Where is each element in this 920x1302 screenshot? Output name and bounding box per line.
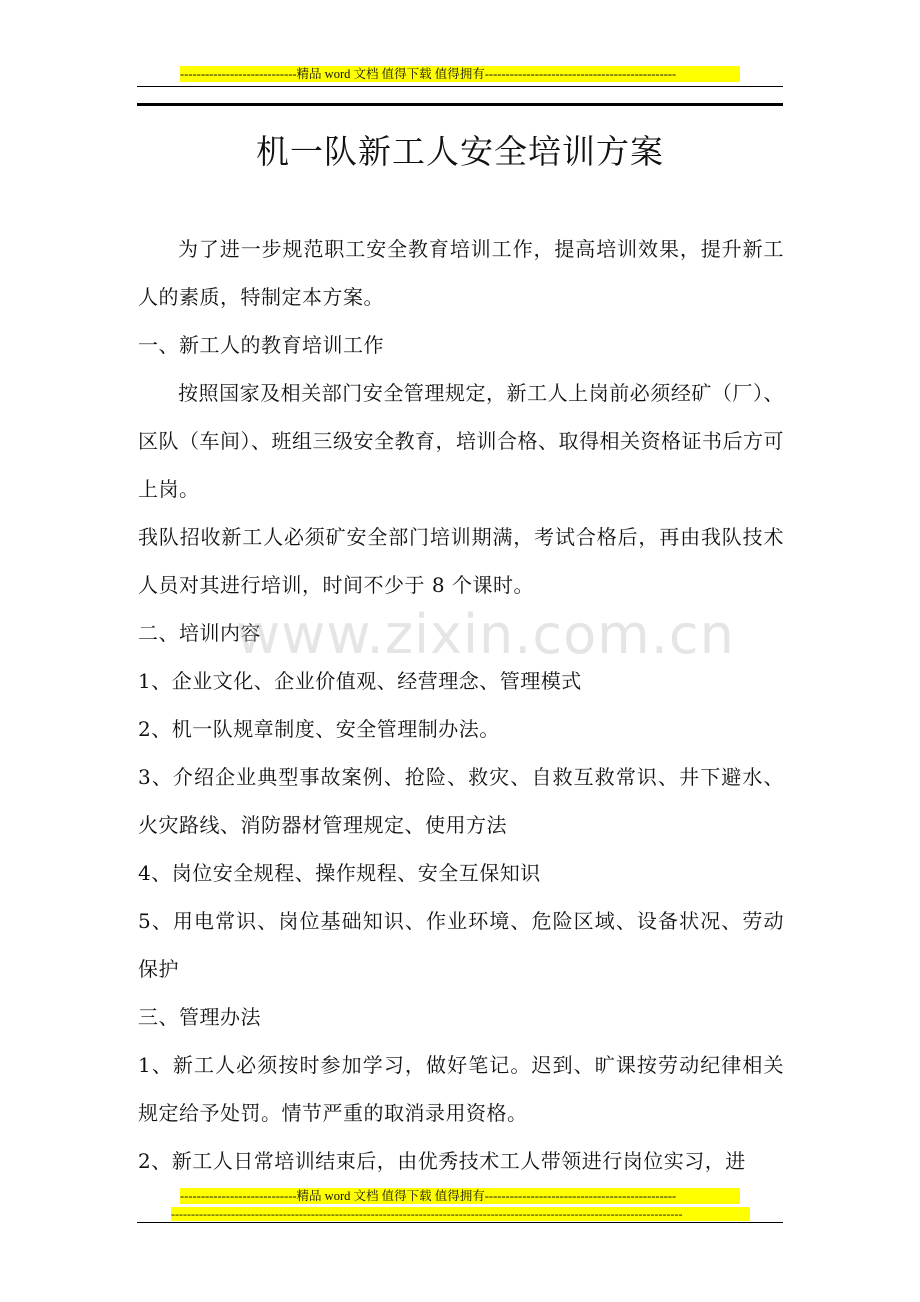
- footer-banner: ----------------------------精品 word 文档 值得下载 值得拥有----------------------------------------------: [180, 1188, 740, 1204]
- document-body: [138, 225, 784, 1185]
- list-item: 3、介绍企业典型事故案例、抢险、救灾、自救互救常识、井下避水、火灾路线、消防器材管理规定、使用方法: [138, 765, 784, 837]
- header-divider-thick: [137, 103, 783, 106]
- watermark-text: www.zixin.com.cn: [236, 603, 735, 666]
- header-banner: ----------------------------精品 word 文档 值得下载 值得拥有----------------------------------------------: [180, 66, 740, 82]
- list-item: 4、岗位安全规程、操作规程、安全互保知识: [138, 861, 541, 885]
- list-item: 5、用电常识、岗位基础知识、作业环境、危险区域、设备状况、劳动保护: [138, 909, 784, 981]
- section-heading-3: 三、管理办法: [138, 1005, 261, 1029]
- header-divider-thin: [137, 86, 783, 87]
- paragraph: 我队招收新工人必须矿安全部门培训期满，考试合格后，再由我队技术人员对其进行培训，时间不少于 8 个课时。: [138, 525, 784, 597]
- footer-dash-line: --------------------------------------------------------------------------------------------------------------------------------: [171, 1207, 750, 1221]
- list-item: 2、机一队规章制度、安全管理制办法。: [138, 717, 500, 741]
- list-item: 2、新工人日常培训结束后，由优秀技术工人带领进行岗位实习，进: [138, 1149, 746, 1173]
- document-title: 机一队新工人安全培训方案: [256, 132, 664, 171]
- list-item: 1、企业文化、企业价值观、经营理念、管理模式: [138, 669, 582, 693]
- intro-paragraph: 为了进一步规范职工安全教育培训工作，提高培训效果，提升新工人的素质，特制定本方案。: [138, 237, 784, 309]
- list-item: 1、新工人必须按时参加学习，做好笔记。迟到、旷课按劳动纪律相关规定给予处罚。情节严重的取消录用资格。: [138, 1053, 784, 1125]
- paragraph: 按照国家及相关部门安全管理规定，新工人上岗前必须经矿（厂）、区队（车间）、班组三级安全教育，培训合格、取得相关资格证书后方可上岗。: [138, 381, 784, 501]
- section-heading-1: 一、新工人的教育培训工作: [138, 333, 384, 357]
- footer-divider: [137, 1222, 783, 1223]
- section-heading-2: 二、培训内容: [138, 621, 261, 645]
